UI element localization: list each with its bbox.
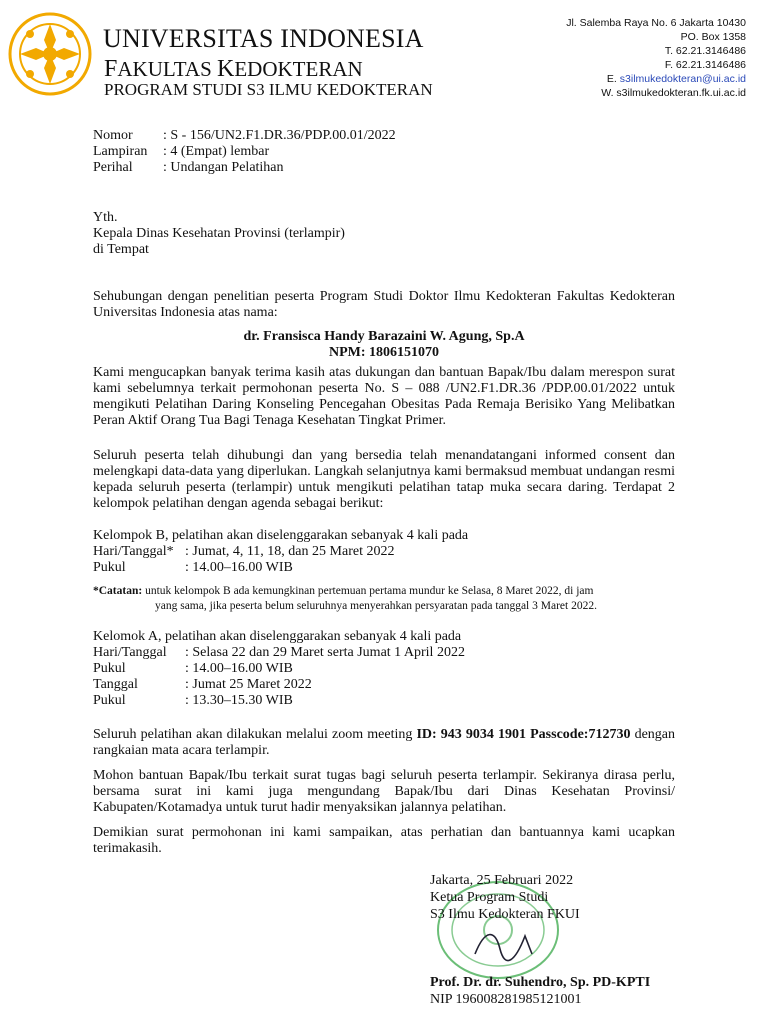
contact-block (566, 16, 746, 100)
paragraph-2: Seluruh peserta telah dihubungi dan yang bersedia telah menandatangani informed consent dan melengkapi data-data yang diperlukan. Langkah selanjutnya kami bermaksud membuat undangan resmi kepada seluruh peserta (terlampir) untuk mengikuti pelatihan tatap muka secara daring. Terdapat 2 kelompok pelatihan dengan agenda sebagai berikut: (93, 448, 675, 511)
meta-key: Perihal (93, 160, 133, 175)
signer-nip: NIP 196008281985121001 (430, 992, 582, 1007)
zoom-paragraph: Seluruh pelatihan akan dilakukan melalui zoom meeting ID: 943 9034 1901 Passcode:712730 dengan rangkaian mata acara terlampir. (93, 727, 676, 758)
schedule-key: Tanggal (93, 677, 138, 692)
schedule-value: : 13.30–15.30 WIB (185, 693, 293, 708)
makara-logo-icon (6, 10, 94, 98)
schedule-key: Pukul (93, 693, 126, 708)
email-link[interactable]: s3ilmukedokteran@ui.ac.id (619, 73, 746, 85)
participant-npm: NPM: 1806151070 (328, 345, 440, 360)
note-label: *Catatan: (93, 585, 143, 597)
note-line-2: yang sama, jika peserta belum seluruhnya menyerahkan persyaratan pada tanggal 3 Maret 2022. (155, 600, 597, 612)
group-a-schedule (93, 629, 465, 709)
place-date: Jakarta, 25 Februari 2022 (430, 873, 574, 888)
signer-role-1: Ketua Program Studi (430, 890, 549, 905)
faculty-name: FAKULTAS KEDOKTERAN (104, 56, 363, 82)
meta-value: : Undangan Pelatihan (163, 160, 284, 175)
signer-name: Prof. Dr. dr. Suhendro, Sp. PD-KPTI (430, 975, 651, 990)
meta-key: Lampiran (93, 144, 148, 159)
recipient-block (93, 210, 345, 258)
schedule-key: Pukul (93, 560, 126, 575)
recipient-salutation: Yth. (93, 210, 118, 225)
note-line-1: untuk kelompok B ada kemungkinan pertemuan pertama mundur ke Selasa, 8 Maret 2022, di jam (142, 585, 594, 597)
program-name: PROGRAM STUDI S3 ILMU KEDOKTERAN (104, 80, 433, 99)
zoom-meeting-id: ID: 943 9034 1901 Passcode:712730 (416, 727, 631, 742)
address: Jl. Salemba Raya No. 6 Jakarta 10430 (566, 17, 746, 29)
pobox: PO. Box 1358 (680, 31, 746, 43)
participant-name: dr. Fransisca Handy Barazaini W. Agung, Sp.A (243, 329, 525, 344)
schedule-value: : Selasa 22 dan 29 Maret serta Jumat 1 April 2022 (185, 645, 465, 660)
intro-paragraph: Sehubungan dengan penelitian peserta Program Studi Doktor Ilmu Kedokteran Fakultas Kedokteran Universitas Indonesia atas nama: (93, 289, 675, 320)
email-line: E. s3ilmukedokteran@ui.ac.id (606, 73, 746, 85)
group-b-schedule (93, 528, 468, 576)
group-b-note (93, 584, 693, 614)
signer-role-2: S3 Ilmu Kedokteran FKUI (430, 907, 580, 922)
meta-key: Nomor (93, 128, 133, 143)
schedule-value: : Jumat 25 Maret 2022 (185, 677, 312, 692)
schedule-value: : 14.00–16.00 WIB (185, 661, 293, 676)
phone: T. 62.21.3146486 (664, 45, 746, 57)
schedule-value: : 14.00–16.00 WIB (185, 560, 293, 575)
recipient-name: Kepala Dinas Kesehatan Provinsi (terlampir) (93, 226, 345, 241)
group-a-title: Kelomok A, pelatihan akan diselenggarakan sebanyak 4 kali pada (93, 629, 462, 644)
meta-value: : S - 156/UN2.F1.DR.36/PDP.00.01/2022 (163, 128, 396, 143)
schedule-value: : Jumat, 4, 11, 18, dan 25 Maret 2022 (185, 544, 395, 559)
meta-value: : 4 (Empat) lembar (163, 144, 270, 159)
schedule-key: Pukul (93, 661, 126, 676)
signature-block (430, 872, 650, 1008)
university-name: UNIVERSITAS INDONESIA (103, 24, 424, 53)
paragraph-3: Mohon bantuan Bapak/Ibu terkait surat tugas bagi seluruh peserta terlampir. Sekiranya dirasa perlu, bersama surat ini kami juga mengundang Bapak/Ibu dari Dinas Kesehatan Provinsi/ Kabupaten/Kotamadya untuk turut hadir menyaksikan jalannya pelatihan. (93, 768, 675, 815)
fax: F. 62.21.3146486 (664, 59, 746, 71)
recipient-place: di Tempat (93, 242, 149, 257)
schedule-key: Hari/Tanggal (93, 645, 167, 660)
web-link[interactable]: s3ilmukedokteran.fk.ui.ac.id (616, 87, 746, 99)
paragraph-4: Demikian surat permohonan ini kami sampaikan, atas perhatian dan bantuannya kami ucapkan terimakasih. (93, 825, 675, 856)
web-line: W. s3ilmukedokteran.fk.ui.ac.id (601, 87, 746, 99)
letter-meta (93, 128, 396, 176)
schedule-key: Hari/Tanggal* (93, 544, 174, 559)
paragraph-1: Kami mengucapkan banyak terima kasih atas dukungan dan bantuan Bapak/Ibu dalam merespon surat kami sebelumnya terkait permohonan peserta No. S – 088 /UN2.F1.DR.36 /PDP.00.01/2022 untuk mengikuti Pelatihan Daring Konseling Pencegahan Obesitas Pada Remaja Berisiko Yang Melibatkan Peran Aktif Orang Tua Bagi Tenaga Kesehatan Tingkat Primer. (93, 365, 675, 428)
group-b-title: Kelompok B, pelatihan akan diselenggarakan sebanyak 4 kali pada (93, 528, 469, 543)
